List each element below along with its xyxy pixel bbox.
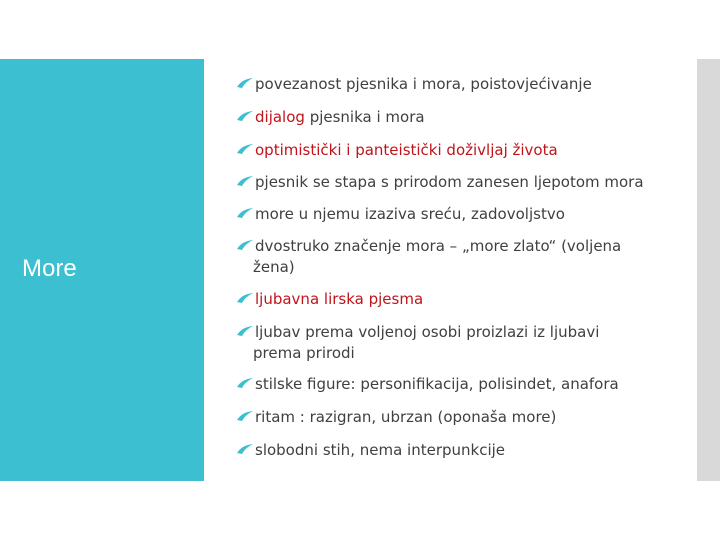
list-item [236,374,656,395]
bullet-text: pjesnika i mora [304,108,425,126]
bullet-text: povezanost pjesnika i mora, poistovjećivanje [255,75,592,93]
swoosh-bullet-icon [236,292,254,304]
bullet-text: ljubavna lirska pjesma [255,290,424,308]
bullet-text: stilske figure: personifikacija, polisindet, anafora [255,375,619,393]
list-item [236,289,656,310]
list-item [236,172,656,193]
list-item [236,107,656,128]
bullet-text: ritam : razigran, ubrzan (oponaša more) [255,408,557,426]
list-item [236,407,656,428]
swoosh-bullet-icon [236,443,254,455]
swoosh-bullet-icon [236,143,254,155]
bullet-text: dijalog [255,108,305,126]
swoosh-bullet-icon [236,325,254,337]
right-edge-strip [697,59,720,481]
list-item [236,236,648,278]
list-item [236,140,656,161]
slide-title: More [22,255,77,282]
list-item [236,204,656,225]
swoosh-bullet-icon [236,239,254,251]
swoosh-bullet-icon [236,110,254,122]
bullet-text: ljubav prema voljenoj osobi proizlazi iz ljubavi prema prirodi [253,323,600,362]
bullet-text: optimistički i panteistički doživljaj života [255,141,558,159]
bullet-text: more u njemu izaziva sreću, zadovoljstvo [255,205,565,223]
swoosh-bullet-icon [236,175,254,187]
bullet-text: slobodni stih, nema interpunkcije [255,441,506,459]
bullet-text: dvostruko značenje mora – „more zlato“ (voljena žena) [253,237,622,276]
swoosh-bullet-icon [236,377,254,389]
list-item [236,440,656,461]
list-item [236,322,636,364]
list-item [236,74,656,95]
swoosh-bullet-icon [236,410,254,422]
bullet-text: pjesnik se stapa s prirodom zanesen ljepotom mora [255,173,644,191]
swoosh-bullet-icon [236,77,254,89]
swoosh-bullet-icon [236,207,254,219]
